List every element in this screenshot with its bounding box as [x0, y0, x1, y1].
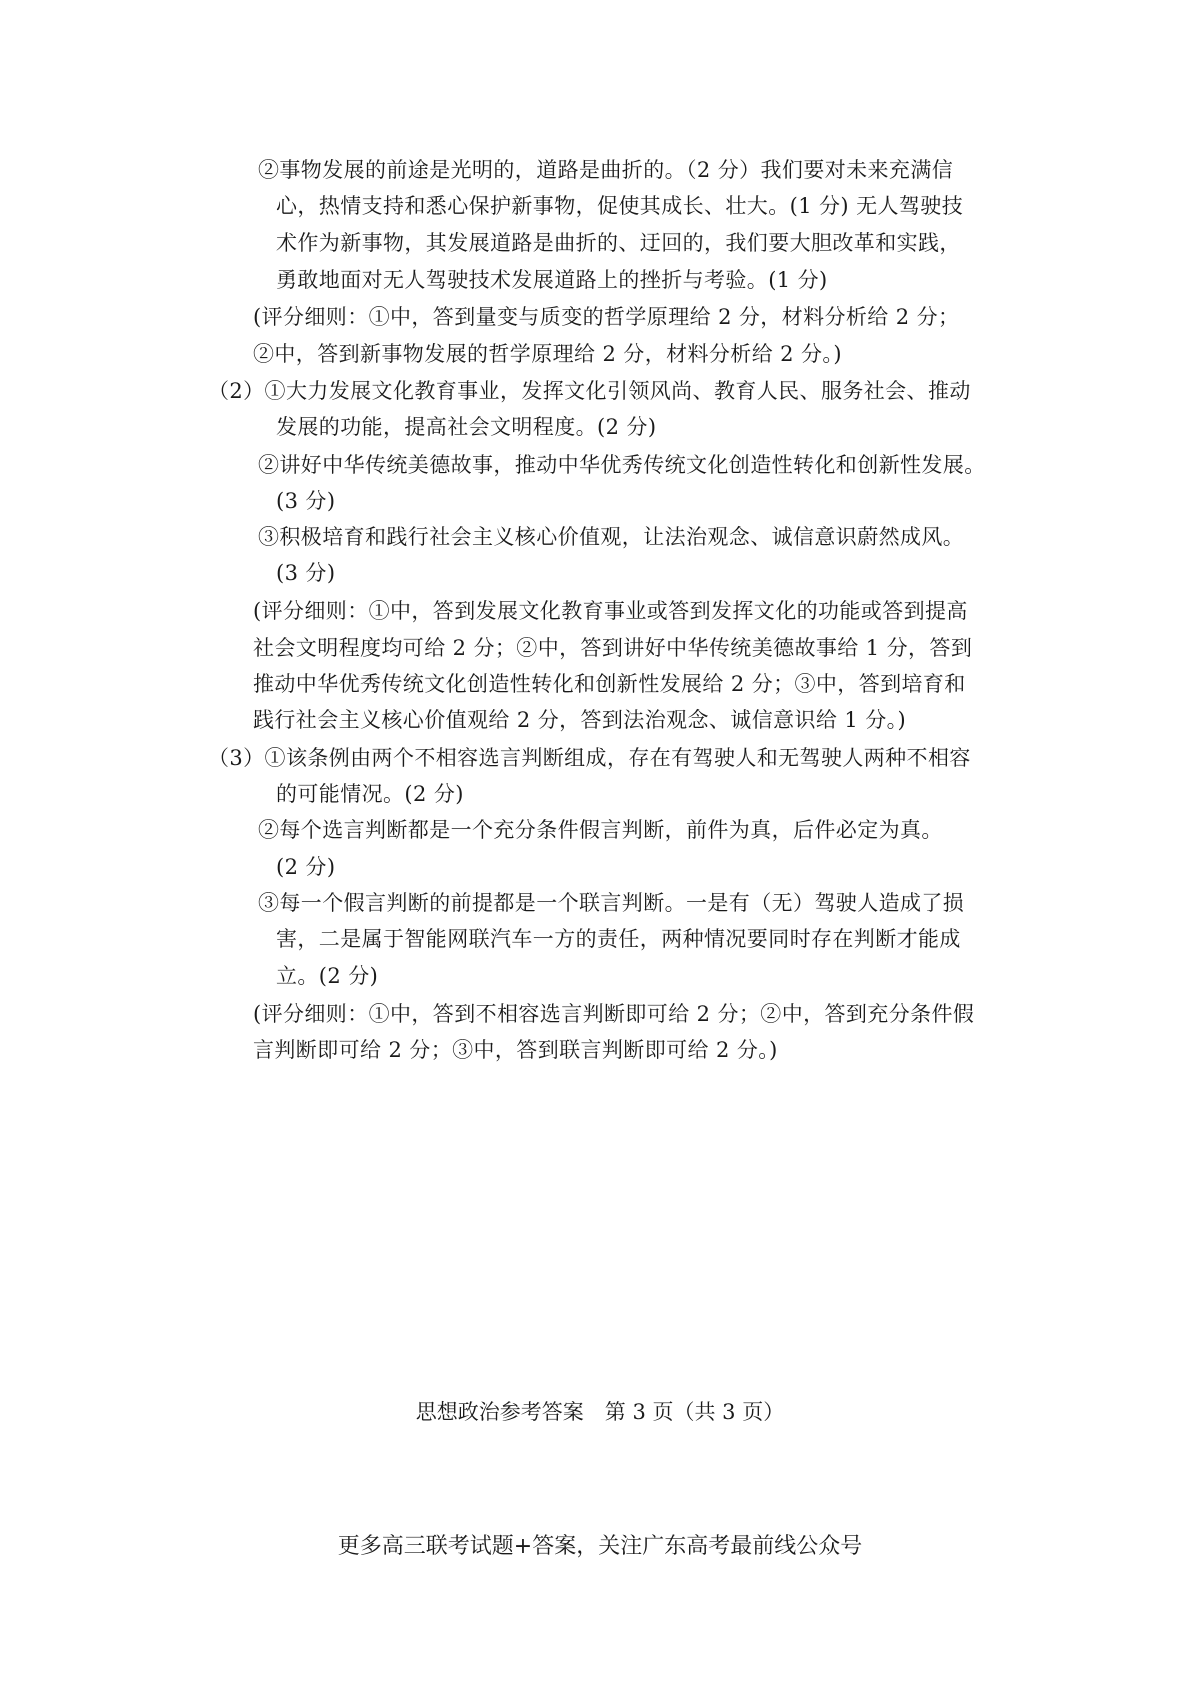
scoring-note-2-line-4: 践行社会主义核心价值观给 2 分，答到法治观念、诚信意识给 1 分。) [253, 708, 907, 732]
question-2-line-4: (3 分) [276, 489, 336, 513]
question-2-line-6: (3 分) [276, 561, 336, 585]
answer-line-4: 勇敢地面对无人驾驶技术发展道路上的挫折与考验。(1 分) [276, 268, 828, 292]
question-3-line-5: ③每一个假言判断的前提都是一个联言判断。一是有（无）驾驶人造成了损 [258, 891, 965, 915]
question-2-line-2: 发展的功能，提高社会文明程度。(2 分) [276, 415, 657, 439]
question-3-line-1: （3）①该条例由两个不相容选言判断组成，存在有驾驶人和无驾驶人两种不相容 [208, 746, 971, 770]
scoring-note-3-line-2: 言判断即可给 2 分；③中，答到联言判断即可给 2 分。) [253, 1038, 778, 1062]
question-3-line-7: 立。(2 分) [276, 964, 379, 988]
scoring-note-1-line-2: ②中，答到新事物发展的哲学原理给 2 分，材料分析给 2 分。) [253, 342, 842, 366]
scoring-note-2-line-2: 社会文明程度均可给 2 分；②中，答到讲好中华传统美德故事给 1 分，答到 [253, 636, 973, 660]
promo-text: 更多高三联考试题+答案，关注广东高考最前线公众号 [337, 1534, 863, 1559]
answer-line-3: 术作为新事物，其发展道路是曲折的、迂回的，我们要大胆改革和实践， [276, 231, 961, 255]
page-footer: 思想政治参考答案 第 3 页（共 3 页） [415, 1400, 785, 1424]
question-2-line-1: （2）①大力发展文化教育事业，发挥文化引领风尚、教育人民、服务社会、推动 [208, 379, 971, 403]
question-3-line-4: (2 分) [276, 855, 336, 879]
answer-line-1: ②事物发展的前途是光明的，道路是曲折的。（2 分）我们要对未来充满信 [258, 158, 954, 182]
question-3-line-3: ②每个选言判断都是一个充分条件假言判断，前件为真，后件必定为真。 [258, 818, 943, 842]
question-2-line-3: ②讲好中华传统美德故事，推动中华优秀传统文化创造性转化和创新性发展。 [258, 453, 986, 477]
question-3-line-2: 的可能情况。(2 分) [276, 782, 464, 806]
question-3-line-6: 害，二是属于智能网联汽车一方的责任，两种情况要同时存在判断才能成 [276, 927, 961, 951]
scoring-note-1-line-1: (评分细则：①中，答到量变与质变的哲学原理给 2 分，材料分析给 2 分； [253, 305, 960, 329]
question-2-line-5: ③积极培育和践行社会主义核心价值观，让法治观念、诚信意识蔚然成风。 [258, 525, 965, 549]
scoring-note-3-line-1: (评分细则：①中，答到不相容选言判断即可给 2 分；②中，答到充分条件假 [253, 1002, 975, 1026]
scoring-note-2-line-3: 推动中华优秀传统文化创造性转化和创新性发展给 2 分；③中，答到培育和 [253, 672, 966, 696]
scoring-note-2-line-1: (评分细则：①中，答到发展文化教育事业或答到发挥文化的功能或答到提高 [253, 599, 968, 623]
answer-line-2: 心，热情支持和悉心保护新事物，促使其成长、壮大。(1 分) 无人驾驶技 [276, 194, 964, 218]
